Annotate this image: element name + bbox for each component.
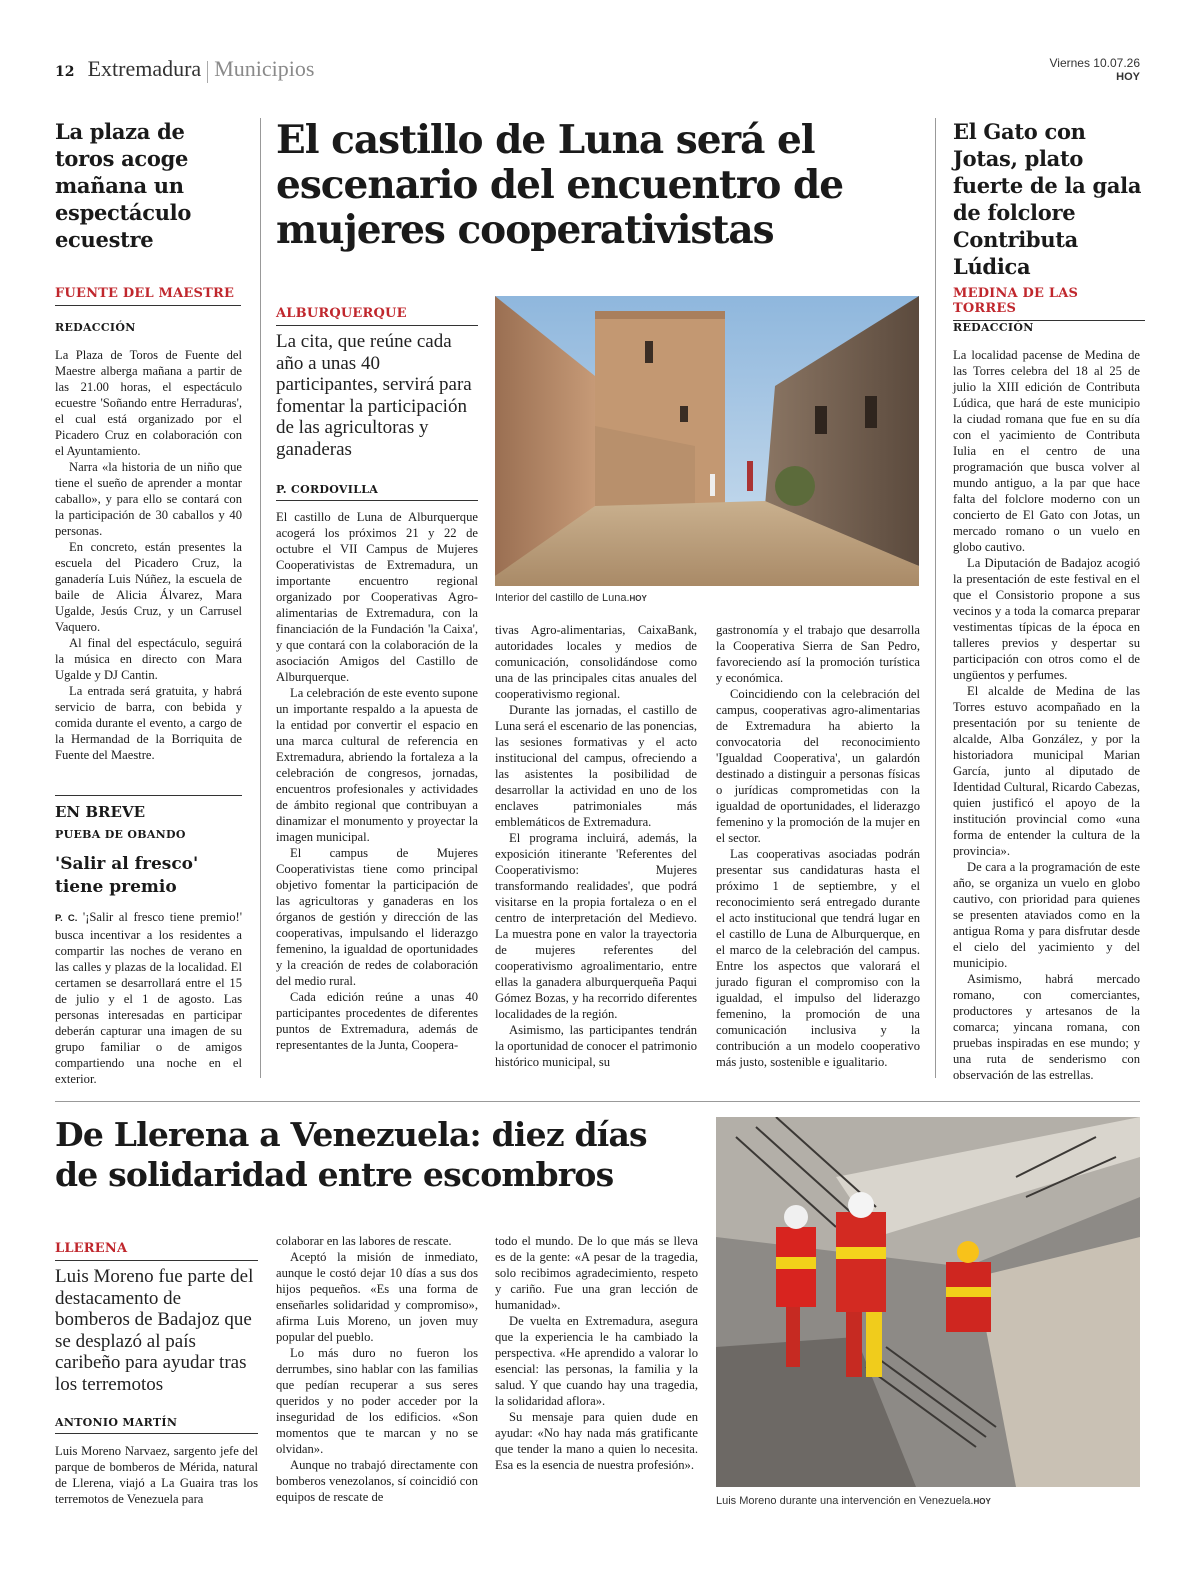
rescue-photo — [716, 1117, 1140, 1487]
main-location: ALBURQUERQUE — [276, 306, 478, 326]
caption-credit: HOY — [629, 594, 647, 603]
paragraph: El programa incluirá, además, la exposición itinerante 'Referentes del Cooperativismo: Mujeres transformando realidades', que podrá visitarse en la propia fortaleza o en el centro de interpretación del Medievo. La muestra pone en valor la trayectoria de mujeres referentes del cooperativismo agroalimentario, entre ellas la ganadera alburquerqueña Paqui Gómez Bozas, y ha recorrido diferentes localidades de la región. — [495, 831, 697, 1021]
brief-label: EN BREVE — [55, 803, 146, 821]
brief-initials: P. C. — [55, 913, 78, 924]
paragraph: El castillo de Luna de Alburquerque acogerá los próximos 21 y 22 de octubre el VII Campus de Mujeres Cooperativistas de Extremadura, un importante encuentro regional organizado por Cooperativas Agro-alimentarias de Extremadura, con la financiación de la Fundación 'la Caixa', y que contará con la colaboración de la asociación Amigos del Castillo de Alburquerque. — [276, 510, 478, 684]
paragraph: Narra «la historia de un niño que tiene el sueño de aprender a montar caballo», y para ello se contará con la participación de 30 caballos y 40 personas. — [55, 460, 242, 538]
main-headline: El castillo de Luna será el escenario del encuentro de mujeres cooperativistas — [276, 117, 844, 253]
page-header — [55, 56, 314, 83]
left-story-headline: La plaza de toros acoge mañana un espectáculo ecuestre — [55, 119, 192, 252]
paragraph: gastronomía y el trabajo que desarrolla la Cooperativa Sierra de San Pedro, favoreciendo así la promoción turística y económica. — [716, 623, 920, 685]
left-story — [55, 118, 240, 253]
paragraph: Al final del espectáculo, seguirá la música en directo con Mara Ugalde y DJ Cantin. — [55, 636, 242, 682]
caption-text: Luis Moreno durante una intervención en Venezuela. — [716, 1495, 974, 1507]
paragraph: De vuelta en Extremadura, asegura que la experiencia le ha cambiado la perspectiva. «He aprendido a valorar lo esencial: las personas, la familia y la salud. Y que cuando hay una tragedia, la solidaridad aflora». — [495, 1314, 698, 1408]
paragraph: Lo más duro no fueron los derrumbes, sino hablar con las familias que pedían recuperar a sus seres queridos y no poder acceder por la inseguridad de los edificios. «Son momentos que te marcan y no se olvidan». — [276, 1346, 478, 1456]
paragraph: La Diputación de Badajoz acogió la presentación de este festival en el que el Consistorio propone a sus vecinos y a toda la comarca preparar vestimentas típicas de la época en talleres previos y despertar su participación con otros como el de ungüentos y perfumes. — [953, 556, 1140, 682]
header-date-block — [1049, 57, 1140, 84]
paragraph: La Plaza de Toros de Fuente del Maestre alberga mañana a partir de las 21.00 horas, el espectáculo ecuestre 'Soñando entre Herraduras', el cual está organizado por el Picadero Cruz en colaboración con el Ayuntamiento. — [55, 348, 242, 458]
paragraph: La celebración de este evento supone un importante respaldo a la apuesta de la entidad por convertir el espacio en una marca cultural de referencia en Extremadura, abriendo la fortaleza a la celebración de congresos, jornadas, encuentros profesionales y actividades de ámbito regional que contribuyan a dinamizar el monumento y proyectar la imagen municipal. — [276, 686, 478, 844]
main-byline: P. CORDOVILLA — [276, 483, 478, 501]
rescue-photo-caption — [716, 1495, 991, 1507]
main-subhead: La cita, que reúne cada año a unas 40 participantes, servirá para fomentar la participación de las agricultoras y ganaderas — [276, 331, 472, 460]
subsection-name: Municipios — [214, 56, 315, 81]
column-rule-right — [935, 118, 936, 1078]
paragraph: La localidad pacense de Medina de las Torres celebra del 18 al 25 de julio la XIII edición de Contributa Lúdica, que hará de este municipio la ciudad romana que fue en su día con el yacimiento de Contributa Iulia en el centro de una programación que busca volver al mundo antiguo, a la par que hace falta del folclore moderno con un concierto de El Gato con Jotas, un mercado romano o un vuelo en globo cautivo. — [953, 348, 1140, 554]
castle-illustration — [495, 296, 919, 586]
paragraph: Asimismo, habrá mercado romano, con comerciantes, productores y artesanos de la comarca; yincana romana, con pruebas inspiradas en ese mundo; y una ruta de senderismo con observación de las estrellas. — [953, 972, 1140, 1082]
paragraph: Su mensaje para quien dude en ayudar: «No hay nada más gratificante que tender la mano a quien lo necesita. Esa es la esencia de nuestra profesión». — [495, 1410, 698, 1472]
main-body-col2 — [495, 622, 697, 1070]
bottom-byline: ANTONIO MARTÍN — [55, 1416, 258, 1434]
issue-date: Viernes 10.07.26 — [1049, 56, 1140, 70]
paragraph: La entrada será gratuita, y habrá servicio de barra, con bebida y comida durante el evento, a cargo de la Hermandad de la Borriquita de Fuente del Maestre. — [55, 684, 242, 762]
paragraph: En concreto, están presentes la escuela del Picadero Cruz, la ganadería Luis Núñez, la escuela de baile de Alicia Álvarez, Mara Ugalde, Jesús Cruz, y un Carrusel Vaquero. — [55, 540, 242, 634]
bottom-location: LLERENA — [55, 1241, 258, 1261]
paragraph: Coincidiendo con la celebración del campus, cooperativas agro-alimentarias de Extremadura ha abierto la convocatoria del reconocimiento 'Igualdad Cooperativa', un galardón destinado a distinguir a personas físicas o jurídicas comprometidas con la igualdad de oportunidades, el liderazgo femenino y la promoción de la mujer en el sector. — [716, 687, 920, 845]
right-story-body — [953, 347, 1140, 1083]
paragraph: tivas Agro-alimentarias, CaixaBank, autoridades locales y medios de comunicación, consolidándose como una de las principales citas anuales del cooperativismo regional. — [495, 623, 697, 701]
bottom-subhead: Luis Moreno fue parte del destacamento de bomberos de Badajoz que se desplazó al país caribeño para ayudar tras los terremotos — [55, 1266, 254, 1395]
paragraph: Asimismo, las participantes tendrán la oportunidad de conocer el patrimonio histórico municipal, su — [495, 1023, 697, 1069]
castle-photo-caption — [495, 592, 647, 604]
section-divider — [55, 1101, 1140, 1102]
right-story-byline: REDACCIÓN — [953, 321, 1034, 334]
section-name: Extremadura — [87, 56, 202, 81]
column-rule-left — [260, 118, 261, 1078]
brief-headline: 'Salir al fresco' tiene premio — [55, 854, 199, 897]
paragraph: De cara a la programación de este año, se organiza un vuelo en globo cautivo, con prioridad para quienes se presenten ataviados como en la antigua Roma y para disfrutar desde el cielo del yacimiento y del municipio. — [953, 860, 1140, 970]
main-body-col1 — [276, 509, 478, 1053]
brief-text: '¡Salir al fresco tiene premio!' busca incentivar a los residentes a compartir las noches de verano en las calles y plazas de la localidad. El certamen se desarrollará entre el 15 de julio y el 1 de agosto. Las personas interesadas en participar deberán capturar una imagen de su grupo familiar o de amigos compartiendo una noche en el exterior. — [55, 910, 242, 1086]
page-number: 12 — [55, 64, 75, 80]
bottom-body-col2 — [276, 1233, 478, 1505]
paragraph: Durante las jornadas, el castillo de Luna será el escenario de las ponencias, las sesiones formativas y el acto institucional del campus, ofreciendo a las asistentes la posibilidad de desarrollar la actividad en uno de los enclaves patrimoniales más emblemáticos de Extremadura. — [495, 703, 697, 829]
paragraph: Aceptó la misión de inmediato, aunque le costó dejar 10 días a sus dos hijos pequeños. «Es una forma de enseñarles solidaridad y compromiso», afirma Luis Moreno, un joven muy popular del pueblo. — [276, 1250, 478, 1344]
paragraph: Aunque no trabajó directamente con bomberos venezolanos, sí coincidió con equipos de rescate de — [276, 1458, 478, 1504]
brief-top-rule — [55, 795, 242, 796]
paragraph: Luis Moreno Narvaez, sargento jefe del parque de bomberos de Mérida, natural de Llerena, viajó a La Guaira tras los terremotos de Venezuela para — [55, 1444, 258, 1506]
caption-credit: HOY — [973, 1497, 991, 1506]
bottom-body-col1 — [55, 1443, 258, 1507]
bottom-headline: De Llerena a Venezuela: diez días de solidaridad entre escombros — [55, 1115, 647, 1194]
left-story-body — [55, 347, 242, 763]
paragraph: Las cooperativas asociadas podrán presentar sus candidaturas hasta el próximo 1 de septiembre, y el reconocimiento será entregado durante el acto institucional que tendrá lugar en el castillo de Luna de Alburquerque, en el marco de la celebración del campus. Entre los aspectos que valorará el jurado figuran el compromiso con la igualdad, el impulso del liderazgo femenino, la promoción de una comunicación inclusiva y la contribución a un modelo cooperativo más justo, sostenible e igualitario. — [716, 847, 920, 1069]
main-body-col3 — [716, 622, 920, 1070]
rescue-illustration — [716, 1117, 1140, 1487]
brief — [55, 801, 242, 1087]
bottom-body-col3 — [495, 1233, 698, 1473]
brief-location: PUEBA DE OBANDO — [55, 828, 186, 841]
caption-text: Interior del castillo de Luna. — [495, 592, 630, 604]
right-story-headline: El Gato con Jotas, plato fuerte de la gala de folclore Contributa Lúdica — [953, 119, 1142, 279]
paragraph: El campus de Mujeres Cooperativistas tiene como principal objetivo fomentar la participación de las agricultoras y ganaderas en los órganos de gestión y dirección de las cooperativas, impulsando el liderazgo femenino, la igualdad de oportunidades y la creación de redes de colaboración del medio rural. — [276, 846, 478, 988]
paragraph: El alcalde de Medina de las Torres estuvo acompañado en la presentación por su teniente de alcalde, Alba González, y por la historiadora municipal Marian García, junto al diputado de Identidad Cultural, Ricardo Cabezas, quien justificó el apoyo de la institución provincial como «una forma de entender la cultura de la provincia». — [953, 684, 1140, 858]
paragraph: colaborar en las labores de rescate. — [276, 1234, 452, 1248]
header-divider — [207, 61, 208, 83]
brief-body — [55, 909, 242, 1087]
left-story-location: FUENTE DEL MAESTRE — [55, 286, 241, 306]
paragraph: todo el mundo. De lo que más se lleva es de la gente: «A pesar de la tragedia, solo recibimos agradecimiento, respeto y cariño. Fue una gran lección de humanidad». — [495, 1234, 698, 1312]
publication-name: HOY — [1116, 71, 1140, 83]
right-story-location: MEDINA DE LAS TORRES — [953, 286, 1145, 321]
left-story-byline: REDACCIÓN — [55, 321, 136, 334]
castle-photo — [495, 296, 919, 586]
paragraph: Cada edición reúne a unas 40 participantes procedentes de diferentes puntos de Extremadura, además de representantes de la Junta, Coopera- — [276, 990, 478, 1052]
